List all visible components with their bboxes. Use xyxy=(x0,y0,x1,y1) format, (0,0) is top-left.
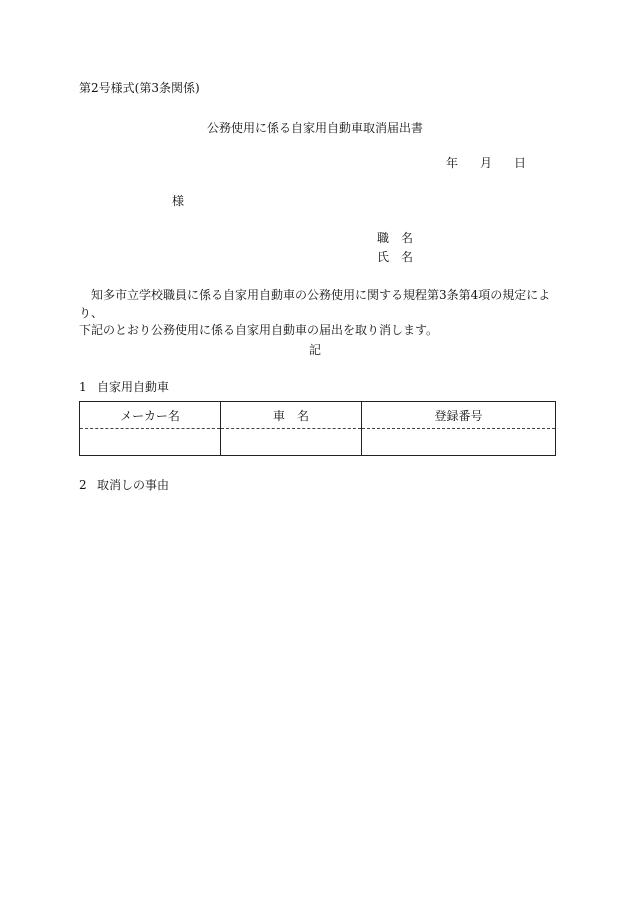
body-text xyxy=(79,287,559,340)
date-month-label: 月 xyxy=(480,156,493,170)
header-maker: メーカー名 xyxy=(80,402,221,429)
table-header-row xyxy=(80,402,556,429)
body-line-2: 下記のとおり公務使用に係る自家用自動車の届出を取り消します。 xyxy=(79,323,439,337)
name-label-char-1: 氏 xyxy=(377,250,390,264)
ki-heading: 記 xyxy=(308,343,321,357)
header-registration-number: 登録番号 xyxy=(362,402,556,429)
position-label xyxy=(377,231,413,245)
date-year-label: 年 xyxy=(446,156,459,170)
section-2-number: 2 xyxy=(79,478,87,492)
date-line xyxy=(446,156,526,170)
section-1-heading xyxy=(79,380,169,394)
addressee-suffix: 様 xyxy=(172,194,185,208)
body-line-1: 知多市立学校職員に係る自家用自動車の公務使用に関する規程第3条第4項の規定により、 xyxy=(79,288,551,320)
section-1-number: 1 xyxy=(79,380,87,394)
cell-maker xyxy=(80,429,221,456)
section-1-title: 自家用自動車 xyxy=(97,380,170,394)
cell-car-name xyxy=(221,429,362,456)
position-label-char-1: 職 xyxy=(377,231,390,245)
header-car-name: 車 名 xyxy=(221,402,362,429)
cell-registration-number xyxy=(362,429,556,456)
vehicle-table xyxy=(79,401,556,456)
name-label-char-2: 名 xyxy=(401,250,414,264)
document-title: 公務使用に係る自家用自動車取消届出書 xyxy=(206,121,423,135)
form-number: 第2号様式(第3条関係) xyxy=(79,81,200,95)
section-2-heading xyxy=(79,478,169,492)
table-row xyxy=(80,429,556,456)
date-day-label: 日 xyxy=(514,156,527,170)
position-label-char-2: 名 xyxy=(401,231,414,245)
section-2-title: 取消しの事由 xyxy=(97,478,170,492)
name-label xyxy=(377,250,413,264)
